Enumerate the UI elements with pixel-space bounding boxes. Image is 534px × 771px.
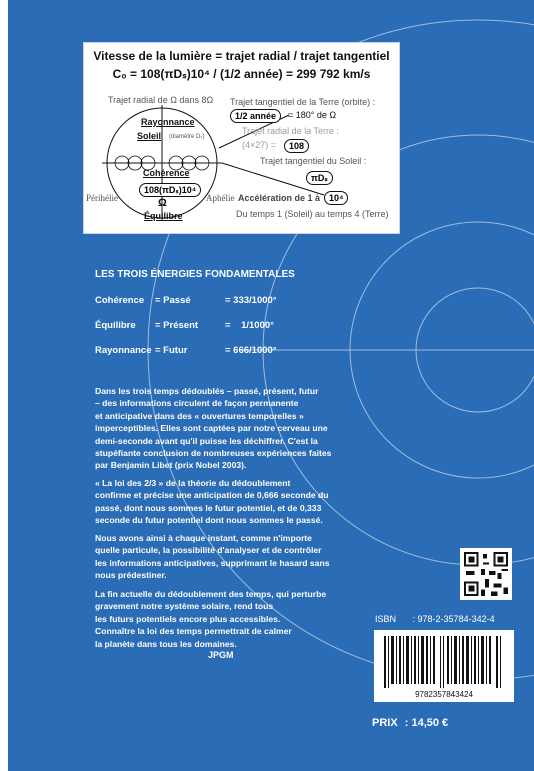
- tangent-earth-label: Trajet tangentiel de la Terre (orbite) :: [230, 97, 376, 107]
- text-line: Dans les trois temps dédoublés – passé, présent, futur: [95, 386, 319, 396]
- text-line: confirme et précise une anticipation de 0,666 seconde du: [95, 490, 329, 501]
- text-line: quelle particule, la possibilité d'analyser et de contrôler: [95, 545, 322, 556]
- equilibre-label: Équilibre: [144, 211, 183, 221]
- text-line: les informations anticipatives, supprimant le hasard sans: [95, 557, 330, 568]
- paragraph-3: [95, 532, 395, 582]
- radial-earth-calc: (4×27) =: [242, 140, 277, 150]
- text-line: imperceptibles. Elles sont captées par notre cerveau une: [95, 423, 328, 434]
- diagram-formula: C₀ = 108(πDₛ)10⁴ / (1/2 année) = 299 792 km/s: [112, 67, 371, 81]
- aphelie-label: Aphélie: [206, 193, 235, 203]
- soleil-label: Soleil: [137, 131, 162, 141]
- text-line: la planète dans tous les domaines.: [95, 638, 237, 649]
- signature: JPGM: [208, 650, 234, 660]
- text-line: demi-seconde avant qu'il puisse les déchiffrer. C'est la: [95, 435, 318, 446]
- radial-caption: Trajet radial de Ω dans 8Ω: [108, 95, 214, 105]
- perihelie-label: Périhélie: [86, 193, 118, 203]
- text-line: passé, dont nous sommes le futur potentiel, et de 0,333: [95, 502, 322, 513]
- ten-four-pill: 10⁴: [324, 191, 348, 205]
- price-label: PRIX: [372, 717, 398, 729]
- back-cover: [8, 0, 534, 771]
- radial-earth-label: Trajet radial de la Terre :: [242, 126, 340, 136]
- soleil-note: (diamètre Dₛ): [169, 134, 205, 140]
- energy-name: Cohérence: [95, 295, 145, 306]
- tangent-sun-label: Trajet tangentiel du Soleil :: [260, 156, 367, 166]
- text-line: « La loi des 2/3 » de la théorie du dédoublement: [95, 478, 291, 488]
- energy-value: = 666/1000°: [225, 345, 277, 356]
- barcode-number: 9782357843424: [415, 690, 473, 699]
- energy-time: = Futur: [155, 345, 188, 356]
- energy-value: = 1/1000°: [225, 320, 274, 331]
- text-line: La fin actuelle du dédoublement des temps, qui perturbe: [95, 589, 327, 599]
- coherence-label: Cohérence: [143, 168, 190, 178]
- barcode-icon: [374, 630, 514, 690]
- text-line: par Benjamin Libet (prix Nobel 2003).: [95, 460, 247, 471]
- isbn-value: : 978-2-35784-342-4: [412, 614, 495, 624]
- text-line: Connaître la loi des temps permettrait de calmer: [95, 626, 292, 637]
- paragraph-4: [95, 588, 395, 650]
- paragraph-2: [95, 477, 395, 527]
- energies-heading: LES TROIS ÉNERGIES FONDAMENTALES: [95, 269, 295, 280]
- diagram-title: Vitesse de la lumière = trajet radial / trajet tangentiel: [93, 49, 390, 63]
- text-line: et anticipative dans des « ouvertures temporelles »: [95, 410, 304, 421]
- energy-name: Équilibre: [95, 320, 136, 331]
- text-line: – des informations circulent de façon permanente: [95, 398, 299, 409]
- energy-name: Rayonnance: [95, 345, 152, 356]
- isbn-label: ISBN: [375, 614, 397, 624]
- pi-ds-pill: πDₛ: [306, 171, 333, 185]
- text-line: les futurs potentiels encore plus accessibles.: [95, 613, 281, 624]
- energy-time: = Présent: [155, 320, 199, 331]
- time-note: Du temps 1 (Soleil) au temps 4 (Terre): [236, 209, 389, 219]
- half-year-pill: 1/2 année: [230, 109, 281, 123]
- energy-time: = Passé: [155, 295, 191, 306]
- light-speed-diagram: [83, 42, 400, 234]
- half-year-equation: = 180° de Ω: [288, 110, 337, 120]
- text-line: gravement notre système solaire, rend tous: [95, 601, 274, 612]
- orbit-figure: [84, 43, 399, 233]
- rayonnance-label: Rayonnance: [141, 117, 195, 127]
- isbn: [375, 614, 495, 624]
- paragraph-1: [95, 385, 395, 472]
- text-line: stupéfiante conclusion de nombreuses expériences faites: [95, 448, 332, 459]
- radial-value-pill: 108: [284, 139, 309, 153]
- text-line: nous prédestiner.: [95, 570, 167, 581]
- energy-value: = 333/1000°: [225, 295, 277, 306]
- price: [372, 717, 448, 729]
- formula-box: 108(πDₛ)10⁴: [139, 183, 201, 197]
- qr-code-icon: [460, 548, 512, 600]
- acceleration-label: Accélération de 1 à: [238, 193, 321, 203]
- price-value: : 14,50 €: [404, 717, 449, 729]
- omega-symbol: Ω: [158, 197, 167, 209]
- text-line: Nous avons ainsi à chaque instant, comme n'importe: [95, 533, 312, 543]
- text-line: seconde du futur potentiel dont nous sommes le passé.: [95, 515, 323, 526]
